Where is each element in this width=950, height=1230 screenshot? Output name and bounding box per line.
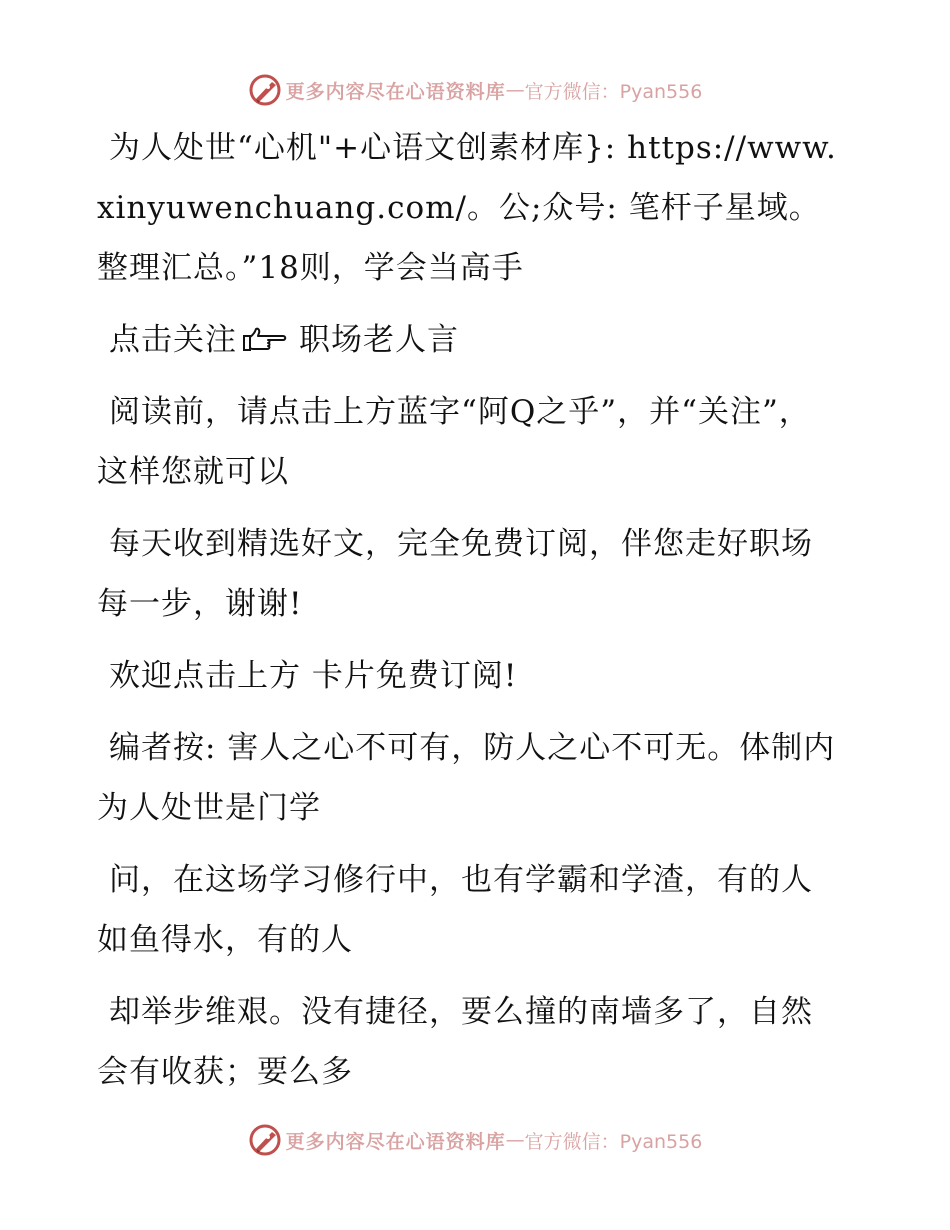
banner-wechat: 官方微信：Pyan556: [524, 1130, 703, 1153]
paragraph-subscribe: 每天收到精选好文，完全免费订阅，伴您走好职场每一步，谢谢!: [97, 526, 813, 622]
paragraph-body-2: 却举步维艰。没有捷径，要么撞的南墙多了，自然会有收获；要么多: [97, 994, 813, 1090]
document-body: [97, 118, 837, 1114]
banner-separator: —: [505, 79, 525, 101]
paragraph-editor-note: 编者按: 害人之心不可有，防人之心不可无。体制内为人处世是门学: [97, 730, 836, 826]
follow-line: [97, 310, 837, 370]
follow-account-name: 职场老人言: [299, 322, 459, 358]
paragraph-title: 为人处世“心机"+心语文创素材库}: https://www.xinyuwenchuang.com/。公;众号: 笔杆子星域。整理汇总。”18则，学会当高手: [97, 130, 837, 286]
pointing-hand-icon: [241, 326, 289, 354]
footer-watermark-banner: [0, 1120, 950, 1160]
paragraph-card-subscribe: 欢迎点击上方 卡片免费订阅!: [109, 658, 518, 694]
banner-separator: —: [505, 1129, 525, 1151]
banner-title: 更多内容尽在心语资料库: [285, 80, 506, 103]
banner-wechat: 官方微信：Pyan556: [524, 80, 703, 103]
header-watermark-banner: [0, 70, 950, 110]
paragraph-read-notice: 阅读前，请点击上方蓝字“阿Q之乎”，并“关注”，这样您就可以: [97, 394, 811, 490]
paragraph-body-1: 问，在这场学习修行中，也有学霸和学渣，有的人如鱼得水，有的人: [97, 862, 813, 958]
banner-title: 更多内容尽在心语资料库: [285, 1130, 506, 1153]
follow-text: 点击关注: [109, 322, 237, 358]
pen-seal-logo-icon: [248, 1123, 282, 1157]
pen-seal-logo-icon: [248, 73, 282, 107]
